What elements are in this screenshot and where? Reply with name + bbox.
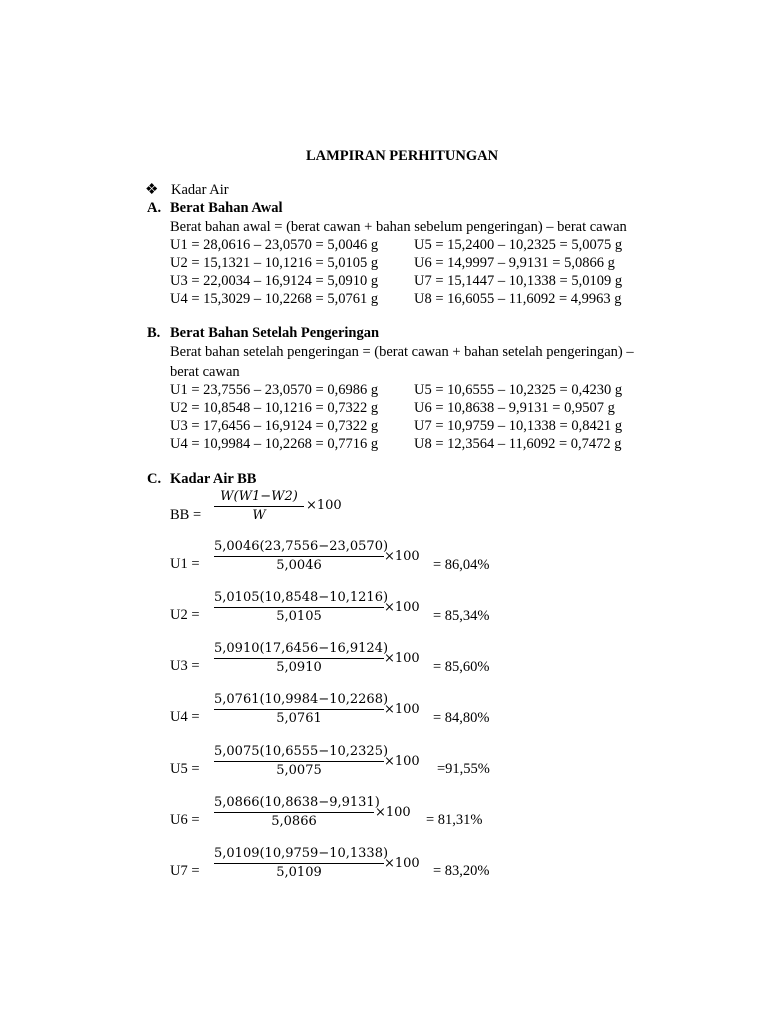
calc-numerator: 5,0910(17,6456−16,9124) (214, 641, 389, 656)
section-b-left-row: U4 = 10,9984 – 10,2268 = 0,7716 g (170, 436, 379, 452)
calc-fraction (214, 743, 389, 780)
calc-numerator: 5,0761(10,9984−10,2268) (214, 692, 389, 707)
section-a-left-row: U3 = 22,0034 – 16,9124 = 5,0910 g (170, 273, 379, 289)
calc-label: U3 = (170, 658, 200, 674)
bullet-label: Kadar Air (171, 182, 229, 198)
section-c-marker: C. (147, 471, 162, 487)
calc-denominator: 5,0761 (214, 709, 384, 728)
calc-label: U4 = (170, 709, 200, 725)
section-a-right-row: U5 = 15,2400 – 10,2325 = 5,0075 g (414, 237, 623, 253)
section-a-heading: Berat Bahan Awal (170, 200, 283, 216)
section-b-marker: B. (147, 325, 161, 341)
calc-result: = 86,04% (433, 557, 490, 573)
section-b-left-row: U3 = 17,6456 – 16,9124 = 0,7322 g (170, 418, 379, 434)
section-b-right-row: U5 = 10,6555 – 10,2325 = 0,4230 g (414, 382, 623, 398)
section-b-right-row: U7 = 10,9759 – 10,1338 = 0,8421 g (414, 418, 623, 434)
calc-numerator: 5,0075(10,6555−10,2325) (214, 744, 389, 759)
calc-numerator: 5,0109(10,9759−10,1338) (214, 846, 389, 861)
calc-result: =91,55% (437, 761, 490, 777)
calc-denominator: 5,0105 (214, 607, 384, 626)
times-100: ×100 (384, 754, 420, 769)
section-a-left-row: U2 = 15,1321 – 10,1216 = 5,0105 g (170, 255, 379, 271)
section-b-left-row: U2 = 10,8548 – 10,1216 = 0,7322 g (170, 400, 379, 416)
section-a-formula: Berat bahan awal = (berat cawan + bahan sebelum pengeringan) – berat cawan (170, 219, 627, 235)
times-100: ×100 (384, 600, 420, 615)
calc-label: U5 = (170, 761, 200, 777)
bb-fraction (214, 488, 304, 525)
calc-numerator: 5,0046(23,7556−23,0570) (214, 539, 389, 554)
section-b-left-row: U1 = 23,7556 – 23,0570 = 0,6986 g (170, 382, 379, 398)
calc-label: U1 = (170, 556, 200, 572)
section-a-marker: A. (147, 200, 162, 216)
section-b-heading: Berat Bahan Setelah Pengeringan (170, 325, 380, 341)
calc-label: U2 = (170, 607, 200, 623)
section-c-heading: Kadar Air BB (170, 471, 257, 487)
section-a-left-row: U1 = 28,0616 – 23,0570 = 5,0046 g (170, 237, 379, 253)
calc-result: = 83,20% (433, 863, 490, 879)
calc-numerator: 5,0105(10,8548−10,1216) (214, 590, 389, 605)
calc-fraction (214, 640, 389, 677)
diamond-bullet-icon: ❖ (145, 182, 159, 198)
calc-denominator: 5,0866 (214, 812, 374, 831)
calc-denominator: 5,0075 (214, 761, 384, 780)
calc-fraction (214, 691, 389, 728)
bb-label: BB = (170, 507, 202, 523)
calc-result: = 85,60% (433, 659, 490, 675)
times-100: ×100 (306, 498, 342, 513)
page-title: LAMPIRAN PERHITUNGAN (305, 148, 499, 164)
calc-fraction (214, 589, 389, 626)
section-a-right-row: U6 = 14,9997 – 9,9131 = 5,0866 g (414, 255, 615, 271)
calc-result: = 85,34% (433, 608, 490, 624)
calc-fraction (214, 845, 389, 882)
section-a-right-row: U8 = 16,6055 – 11,6092 = 4,9963 g (414, 291, 622, 307)
calc-numerator: 5,0866(10,8638−9,9131) (214, 795, 380, 810)
calc-result: = 81,31% (426, 812, 483, 828)
times-100: ×100 (384, 856, 420, 871)
section-b-right-row: U6 = 10,8638 – 9,9131 = 0,9507 g (414, 400, 615, 416)
calc-fraction (214, 794, 380, 831)
calc-denominator: 5,0109 (214, 863, 384, 882)
bb-numerator: W(W1−W2) (220, 489, 298, 504)
calc-denominator: 5,0046 (214, 556, 384, 575)
times-100: ×100 (384, 549, 420, 564)
section-b-formula-cont: berat cawan (170, 364, 240, 380)
calc-denominator: 5,0910 (214, 658, 384, 677)
times-100: ×100 (375, 805, 411, 820)
calc-result: = 84,80% (433, 710, 490, 726)
calc-label: U6 = (170, 812, 200, 828)
times-100: ×100 (384, 651, 420, 666)
section-b-right-row: U8 = 12,3564 – 11,6092 = 0,7472 g (414, 436, 622, 452)
calc-label: U7 = (170, 863, 200, 879)
times-100: ×100 (384, 702, 420, 717)
section-a-left-row: U4 = 15,3029 – 10,2268 = 5,0761 g (170, 291, 379, 307)
section-a-right-row: U7 = 15,1447 – 10,1338 = 5,0109 g (414, 273, 623, 289)
calc-fraction (214, 538, 389, 575)
bb-denominator: W (214, 506, 304, 525)
section-b-formula: Berat bahan setelah pengeringan = (berat cawan + bahan setelah pengeringan) – (170, 344, 634, 360)
